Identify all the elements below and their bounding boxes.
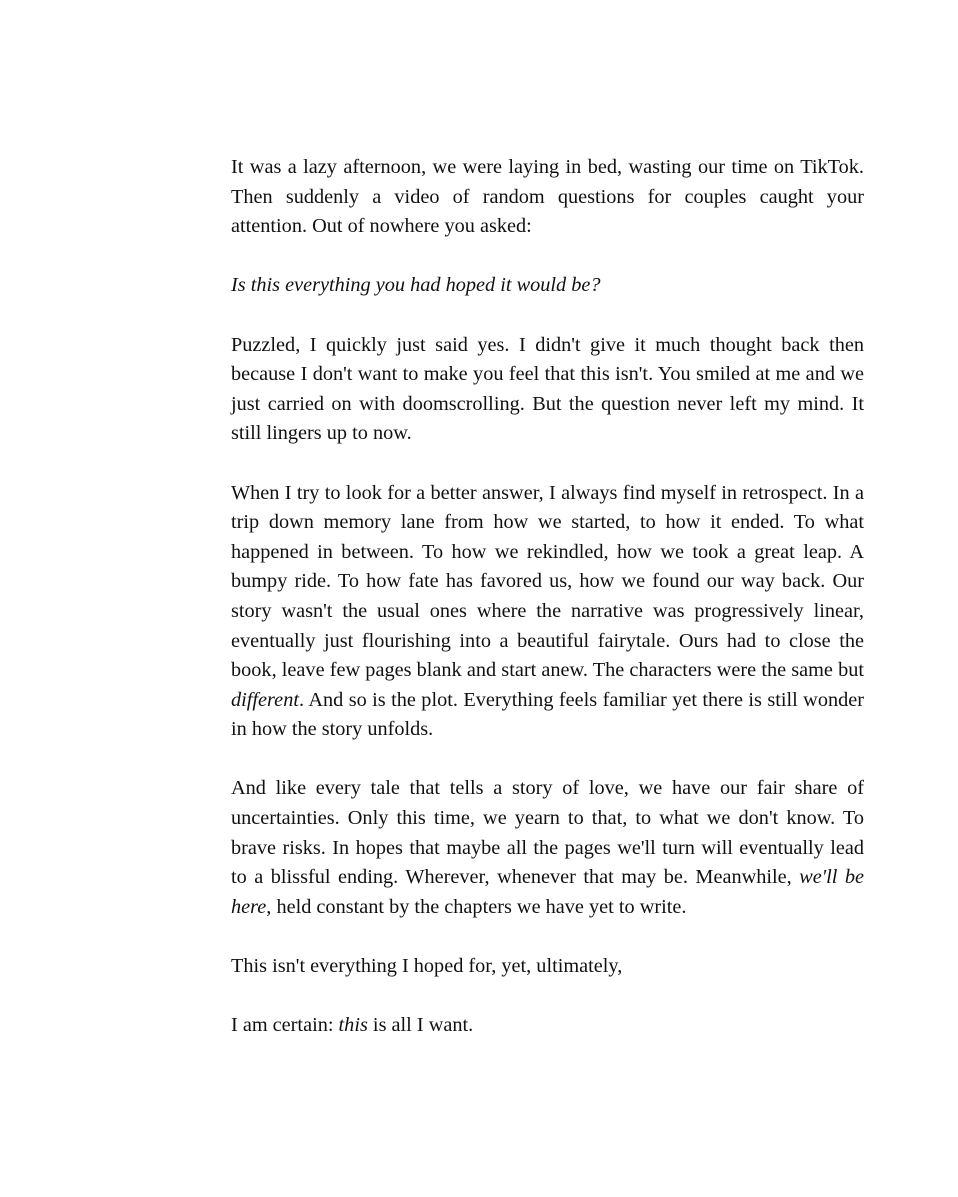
paragraph-5-text-before: And like every tale that tells a story of love, we have our fair share of uncertainties. Only this time, we yearn to that, to what we don't know. To brave risks. In hopes that maybe all the pages we'll turn will eventually lead to a blissful ending. Wherever, whenever that may be. Meanwhile, [231,777,864,889]
paragraph-4-text-before: When I try to look for a better answer, I always find myself in retrospect. In a trip down memory lane from how we started, to how it ended. To what happened in between. To how we rekindled, how we took a great leap. A bumpy ride. To how fate has favored us, how we found our way back. Our story wasn't the usual ones where the narrative was progressively linear, eventually just flourishing into a beautiful fairytale. Ours had to close the book, leave few pages blank and start anew. The characters were the same but [231,481,864,682]
paragraph-6: This isn't everything I hoped for, yet, ultimately, [231,955,623,978]
question-italic: Is this everything you had hoped it would be? [231,274,601,297]
paragraph-7-text-after: is all I want. [367,1014,474,1037]
document-body [231,153,864,1070]
paragraph-7-italic: this [338,1014,368,1037]
paragraph-3: Puzzled, I quickly just said yes. I didn't give it much thought back then because I don't want to make you feel that this isn't. You smiled at me and we just carried on with doomscrolling. But the question never left my mind. It still lingers up to now. [231,333,864,445]
paragraph-7-text-before: I am certain: [231,1014,339,1037]
paragraph-5-text-after: , held constant by the chapters we have yet to write. [266,895,687,918]
paragraph-7 [231,1011,864,1041]
paragraph-5 [231,774,864,922]
paragraph-4 [231,479,864,745]
paragraph-5-italic: we'll be here [231,866,864,918]
paragraph-4-text-after: . And so is the plot. Everything feels familiar yet there is still wonder in how the story unfolds. [231,688,864,741]
paragraph-4-italic: different [231,688,299,711]
paragraph-2-question [231,271,864,301]
paragraph-1: It was a lazy afternoon, we were laying in bed, wasting our time on TikTok. Then suddenly a video of random questions for couples caught your attention. Out of nowhere you asked: [231,156,864,238]
